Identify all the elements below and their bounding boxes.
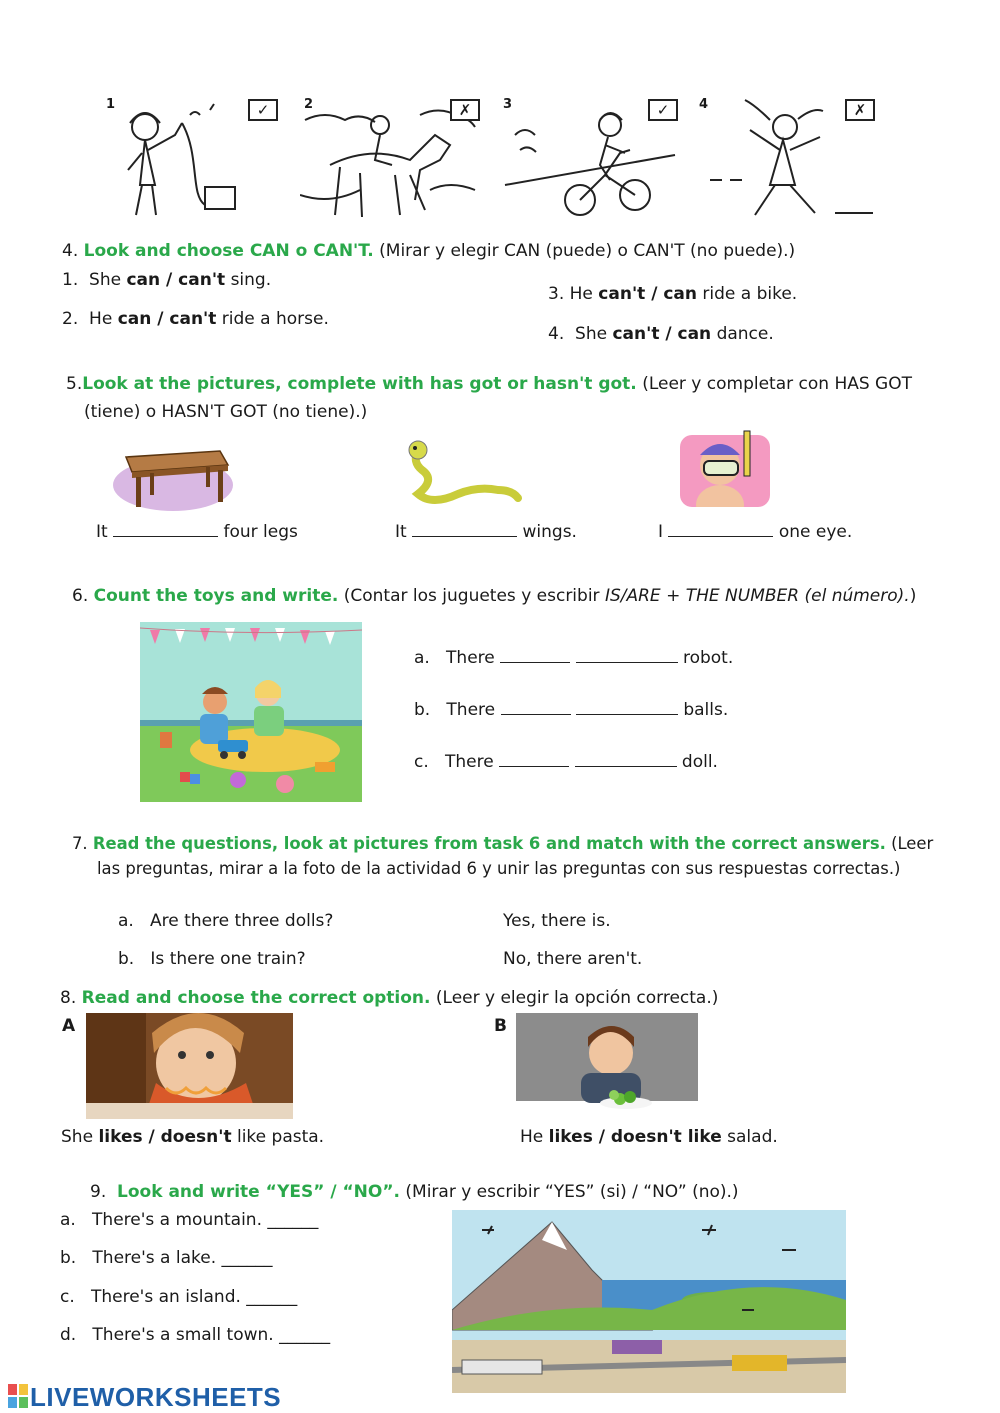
check-box: ✓ — [648, 99, 678, 121]
answer-blank[interactable] — [113, 535, 218, 537]
item-number: 1. — [62, 270, 79, 290]
question-text[interactable]: Is there one train? — [150, 949, 306, 969]
task6-item-a — [414, 648, 733, 668]
task6-heading — [72, 586, 916, 606]
task-instruction-italic: IS/ARE + THE NUMBER (el número). — [604, 586, 910, 606]
task-title: Read and choose the correct option. — [81, 988, 431, 1008]
item-letter: a. — [414, 648, 430, 668]
item-letter: b. — [414, 700, 431, 720]
boy-salad-photo — [516, 1013, 698, 1117]
task9-item-d — [60, 1325, 330, 1345]
task9-item-c — [60, 1287, 297, 1307]
answer-blank[interactable] — [412, 535, 517, 537]
item-letter: b. — [118, 949, 135, 969]
picture-4-dancing — [695, 95, 875, 225]
task-title: Look at the pictures, complete with has got or hasn't got. — [82, 374, 637, 394]
choice-options[interactable]: likes / doesn't like — [548, 1127, 722, 1147]
task9-item-b — [60, 1248, 273, 1268]
task7-answer-2[interactable]: No, there aren't. — [503, 949, 643, 969]
item-text[interactable]: There's a small town. ______ — [92, 1325, 331, 1345]
answer-blank-verb[interactable] — [499, 765, 569, 767]
task6-item-c — [414, 752, 718, 772]
item-text: one eye. — [773, 522, 853, 542]
task-instruction-end: ) — [909, 586, 917, 606]
task-title: Look and choose CAN o CAN'T. — [83, 241, 374, 261]
item-letter: d. — [60, 1325, 77, 1345]
answer-blank-number[interactable] — [575, 765, 677, 767]
task-number: 6. — [72, 586, 89, 606]
cross-box: ✗ — [845, 99, 875, 121]
item-text: ride a bike. — [696, 284, 798, 304]
task4-item-4 — [548, 324, 774, 344]
task-number: 4. — [62, 241, 79, 261]
item-text: It — [395, 522, 413, 542]
task5-heading — [66, 374, 946, 394]
item-text: There — [446, 700, 496, 720]
task-instruction: (Contar los juguetes y escribir — [343, 586, 605, 606]
item-text[interactable]: There's a mountain. ______ — [92, 1210, 319, 1230]
item-text: four legs — [218, 522, 298, 542]
task5-item-3 — [658, 522, 852, 542]
item-text: She — [89, 270, 127, 290]
item-text: wings. — [517, 522, 577, 542]
task7-answer-1[interactable]: Yes, there is. — [503, 911, 611, 931]
task4-item-3 — [548, 284, 797, 304]
item-text: doll. — [676, 752, 718, 772]
liveworksheets-logo[interactable] — [8, 1383, 281, 1411]
check-box: ✓ — [248, 99, 278, 121]
item-letter: a. — [60, 1210, 76, 1230]
label-b: B — [494, 1016, 507, 1036]
item-letter: b. — [60, 1248, 77, 1268]
task-number: 8. — [60, 988, 77, 1008]
task-number: 5. — [66, 374, 83, 394]
item-text: It — [96, 522, 114, 542]
item-text: robot. — [677, 648, 734, 668]
logo-icon — [8, 1384, 30, 1410]
answer-blank-number[interactable] — [576, 661, 678, 663]
diver-picture — [680, 425, 770, 507]
task8-heading — [60, 988, 718, 1008]
logo-text: LIVEWORKSHEETS — [30, 1381, 282, 1412]
picture-2-horse — [300, 95, 480, 225]
item-text: dance. — [711, 324, 774, 344]
item-number: 4. — [548, 324, 565, 344]
girl-eating-pasta-photo — [86, 1013, 293, 1119]
toys-room-picture — [140, 622, 362, 802]
task-instruction: (Leer y elegir la opción correcta.) — [435, 988, 719, 1008]
task-title: Read the questions, look at pictures from task 6 and match with the correct answers. — [92, 834, 886, 853]
item-number: 2. — [62, 309, 79, 329]
answer-blank-number[interactable] — [576, 713, 678, 715]
task8-sentence-b — [520, 1127, 778, 1147]
sentence-text: salad. — [721, 1127, 778, 1147]
picture-number: 4 — [699, 97, 709, 112]
task5-item-1 — [96, 522, 298, 542]
picture-number: 1 — [106, 97, 116, 112]
task4-item-1 — [62, 270, 271, 290]
choice-options[interactable]: can / can't — [117, 309, 217, 329]
task4-heading — [62, 241, 795, 261]
choice-options[interactable]: can't / can — [612, 324, 712, 344]
item-text: He — [569, 284, 599, 304]
item-text: He — [89, 309, 118, 329]
choice-options[interactable]: can't / can — [598, 284, 697, 304]
task5-item-2 — [395, 522, 577, 542]
task7-question-b — [118, 949, 306, 969]
item-number: 3. — [548, 284, 565, 304]
task-number: 7. — [72, 834, 88, 853]
picture-number: 2 — [304, 97, 314, 112]
task7-heading-line2: las preguntas, mirar a la foto de la actividad 6 y unir las preguntas con sus respuestas correctas.) — [97, 859, 901, 878]
task-instruction: (Mirar y escribir “YES” (si) / “NO” (no).) — [405, 1182, 739, 1202]
snake-picture — [398, 438, 523, 508]
item-text: ride a horse. — [216, 309, 329, 329]
cross-box: ✗ — [450, 99, 480, 121]
item-letter: a. — [118, 911, 134, 931]
item-text: sing. — [225, 270, 272, 290]
task4-item-2 — [62, 309, 329, 329]
item-text[interactable]: There's an island. ______ — [90, 1287, 298, 1307]
task8-sentence-a — [61, 1127, 324, 1147]
picture-3-bike — [500, 95, 680, 225]
task-number: 9. — [90, 1182, 107, 1202]
item-text: There — [444, 752, 494, 772]
item-text[interactable]: There's a lake. ______ — [92, 1248, 273, 1268]
item-text: She — [575, 324, 613, 344]
task-instruction: (Mirar y elegir CAN (puede) o CAN'T (no puede).) — [379, 241, 796, 261]
task5-heading-line2: (tiene) o HASN'T GOT (no tiene).) — [84, 402, 368, 422]
sentence-text: like pasta. — [231, 1127, 325, 1147]
table-picture — [108, 437, 248, 512]
answer-blank-verb[interactable] — [501, 713, 571, 715]
picture-number: 3 — [503, 97, 513, 112]
task9-item-a — [60, 1210, 318, 1230]
picture-1-singing — [100, 95, 280, 225]
answer-blank-verb[interactable] — [500, 661, 570, 663]
item-letter: c. — [60, 1287, 75, 1307]
choice-options[interactable]: can / can't — [126, 270, 226, 290]
item-letter: c. — [414, 752, 429, 772]
task-instruction: (Leer — [891, 834, 934, 853]
item-text: balls. — [677, 700, 729, 720]
landscape-picture — [452, 1210, 846, 1393]
sentence-text: She — [61, 1127, 99, 1147]
label-a: A — [62, 1016, 76, 1036]
question-text[interactable]: Are there three dolls? — [150, 911, 334, 931]
choice-options[interactable]: likes / doesn't — [98, 1127, 232, 1147]
task-title: Look and write “YES” / “NO”. — [117, 1182, 400, 1202]
task7-question-a — [118, 911, 333, 931]
answer-blank[interactable] — [668, 535, 773, 537]
item-text: There — [446, 648, 495, 668]
sentence-text: He — [520, 1127, 549, 1147]
task-instruction: (Leer y completar con HAS GOT — [642, 374, 912, 394]
task6-item-b — [414, 700, 728, 720]
task-title: Count the toys and write. — [93, 586, 339, 606]
task7-heading — [72, 834, 952, 853]
item-text: I — [658, 522, 669, 542]
task9-heading — [90, 1182, 739, 1202]
